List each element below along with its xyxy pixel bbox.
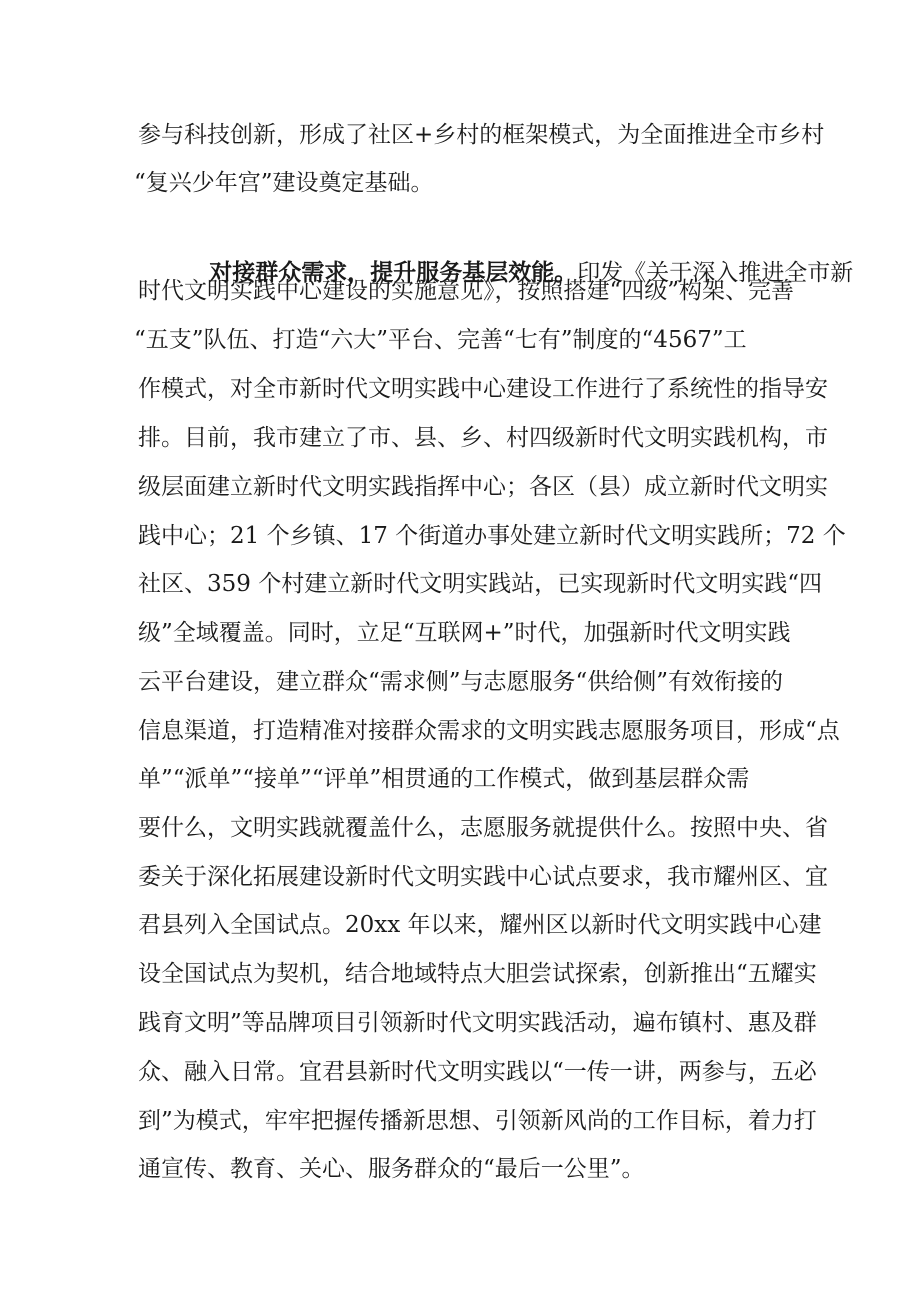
text-line: 作模式，对全市新时代文明实践中心建设工作进行了系统性的指导安 — [138, 376, 828, 402]
text-line: 通宣传、教育、关心、服务群众的“最后一公里”。 — [138, 1156, 645, 1182]
text-line: 级层面建立新时代文明实践指挥中心；各区（县）成立新时代文明实 — [138, 474, 828, 500]
text-line: 时代文明实践中心建设的实施意见》，按照搭建“四级”构架、完善 — [138, 278, 795, 304]
text-line: 云平台建设，建立群众“需求侧”与志愿服务“供给侧”有效衔接的 — [138, 669, 784, 695]
section-first-line — [180, 228, 854, 286]
text-line: 到”为模式，牢牢把握传播新思想、引领新风尚的工作目标，着力打 — [138, 1108, 817, 1134]
text-line: 要什么，文明实践就覆盖什么，志愿服务就提供什么。按照中央、省 — [138, 815, 828, 841]
text-line: 君县列入全国试点。20xx 年以来，耀州区以新时代文明实践中心建 — [138, 912, 822, 938]
text-line: 级”全域覆盖。同时，立足“互联网+”时代，加强新时代文明实践 — [138, 620, 791, 646]
text-line: 排。目前，我市建立了市、县、乡、村四级新时代文明实践机构，市 — [138, 425, 828, 451]
section-first-line-rest: 印发《关于深入推进全市新 — [577, 260, 854, 286]
text-line: 践中心；21 个乡镇、17 个街道办事处建立新时代文明实践所；72 个 — [138, 523, 846, 549]
text-line: 设全国试点为契机，结合地域特点大胆尝试探索，创新推出“五耀实 — [138, 961, 817, 987]
text-line: “五支”队伍、打造“六大”平台、完善“七有”制度的“4567”工 — [134, 327, 747, 353]
text-line: 信息渠道，打造精准对接群众需求的文明实践志愿服务项目，形成“点 — [138, 718, 840, 744]
text-line: 众、融入日常。宜君县新时代文明实践以“一传一讲，两参与，五必 — [138, 1059, 817, 1085]
text-line: 社区、359 个村建立新时代文明实践站，已实现新时代文明实践“四 — [138, 571, 822, 597]
section-heading: 对接群众需求，提升服务基层效能。 — [209, 259, 578, 286]
text-line: 参与科技创新，形成了社区+乡村的框架模式，为全面推进全市乡村 — [138, 122, 825, 148]
text-line: 单”“派单”“接单”“评单”相贯通的工作模式，做到基层群众需 — [138, 766, 750, 792]
text-line: 委关于深化拓展建设新时代文明实践中心试点要求，我市耀州区、宜 — [138, 864, 828, 890]
text-line: “复兴少年宫”建设奠定基础。 — [134, 170, 434, 196]
text-line: 践育文明”等品牌项目引领新时代文明实践活动，遍布镇村、惠及群 — [138, 1010, 817, 1036]
